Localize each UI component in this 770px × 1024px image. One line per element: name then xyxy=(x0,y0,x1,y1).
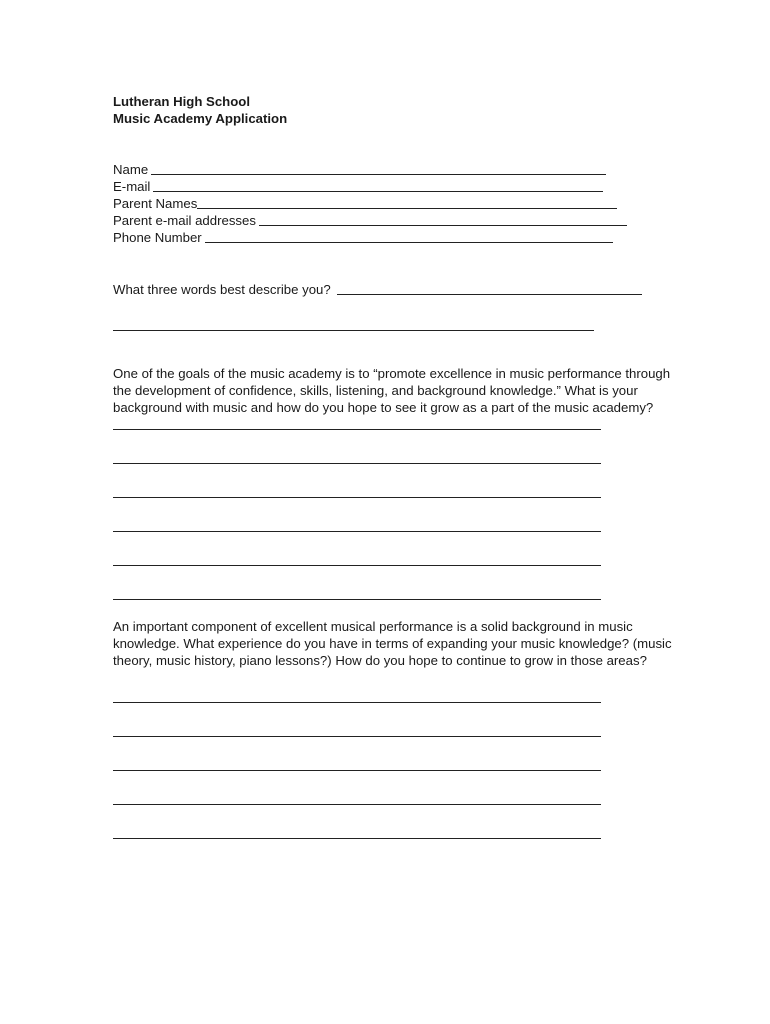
email-label: E-mail xyxy=(113,179,151,194)
answer-line-rule xyxy=(113,519,601,532)
answer-line[interactable] xyxy=(113,741,673,775)
name-row xyxy=(113,161,673,178)
question-3-answer-lines xyxy=(113,669,673,843)
parent-names-row xyxy=(113,195,673,212)
question-1-text: What three words best describe you? xyxy=(113,282,331,297)
name-field[interactable] xyxy=(151,162,606,175)
question-1-row xyxy=(113,281,673,298)
answer-line-rule xyxy=(113,724,601,737)
question-1-answer-line-2[interactable] xyxy=(113,318,594,331)
answer-line[interactable] xyxy=(113,468,673,502)
answer-line[interactable] xyxy=(113,669,673,707)
contact-fields xyxy=(113,161,673,246)
answer-line-rule xyxy=(113,758,601,771)
answer-line[interactable] xyxy=(113,416,673,434)
question-3-text: An important component of excellent musical performance is a solid background in music knowledge. What experience do you have in terms of expanding your music knowledge? (music theory, music history, piano lessons?) How do you hope to continue to grow in those areas? xyxy=(113,619,672,668)
name-label: Name xyxy=(113,162,149,177)
answer-line[interactable] xyxy=(113,434,673,468)
parent-emails-row xyxy=(113,212,673,229)
form-title: Music Academy Application xyxy=(113,111,288,126)
question-1-answer-line[interactable] xyxy=(337,282,642,295)
answer-line-rule xyxy=(113,417,601,430)
parent-names-field[interactable] xyxy=(197,196,617,209)
answer-line-rule xyxy=(113,826,601,839)
phone-row xyxy=(113,229,673,246)
email-row xyxy=(113,178,673,195)
school-name: Lutheran High School xyxy=(113,94,251,109)
application-form xyxy=(113,93,673,843)
parent-emails-label: Parent e-mail addresses xyxy=(113,213,256,228)
answer-line-rule xyxy=(113,553,601,566)
parent-emails-field[interactable] xyxy=(259,213,627,226)
answer-line[interactable] xyxy=(113,536,673,570)
answer-line[interactable] xyxy=(113,707,673,741)
answer-line[interactable] xyxy=(113,570,673,604)
question-2-text: One of the goals of the music academy is to “promote excellence in music performance through the development of confidence, skills, listening, and background knowledge.” What is your background with music and how do you hope to see it grow as a part of the music academy? xyxy=(113,366,671,415)
parent-names-label: Parent Names xyxy=(113,196,198,211)
answer-line-rule xyxy=(113,792,601,805)
answer-line-rule xyxy=(113,451,601,464)
question-1-continuation xyxy=(113,314,673,331)
answer-line-rule xyxy=(113,587,601,600)
answer-line[interactable] xyxy=(113,809,673,843)
answer-line[interactable] xyxy=(113,775,673,809)
email-field[interactable] xyxy=(153,179,603,192)
question-2-answer-lines xyxy=(113,416,673,604)
phone-label: Phone Number xyxy=(113,230,202,245)
answer-line-rule xyxy=(113,485,601,498)
answer-line-rule xyxy=(113,690,601,703)
phone-field[interactable] xyxy=(205,230,613,243)
answer-line[interactable] xyxy=(113,502,673,536)
